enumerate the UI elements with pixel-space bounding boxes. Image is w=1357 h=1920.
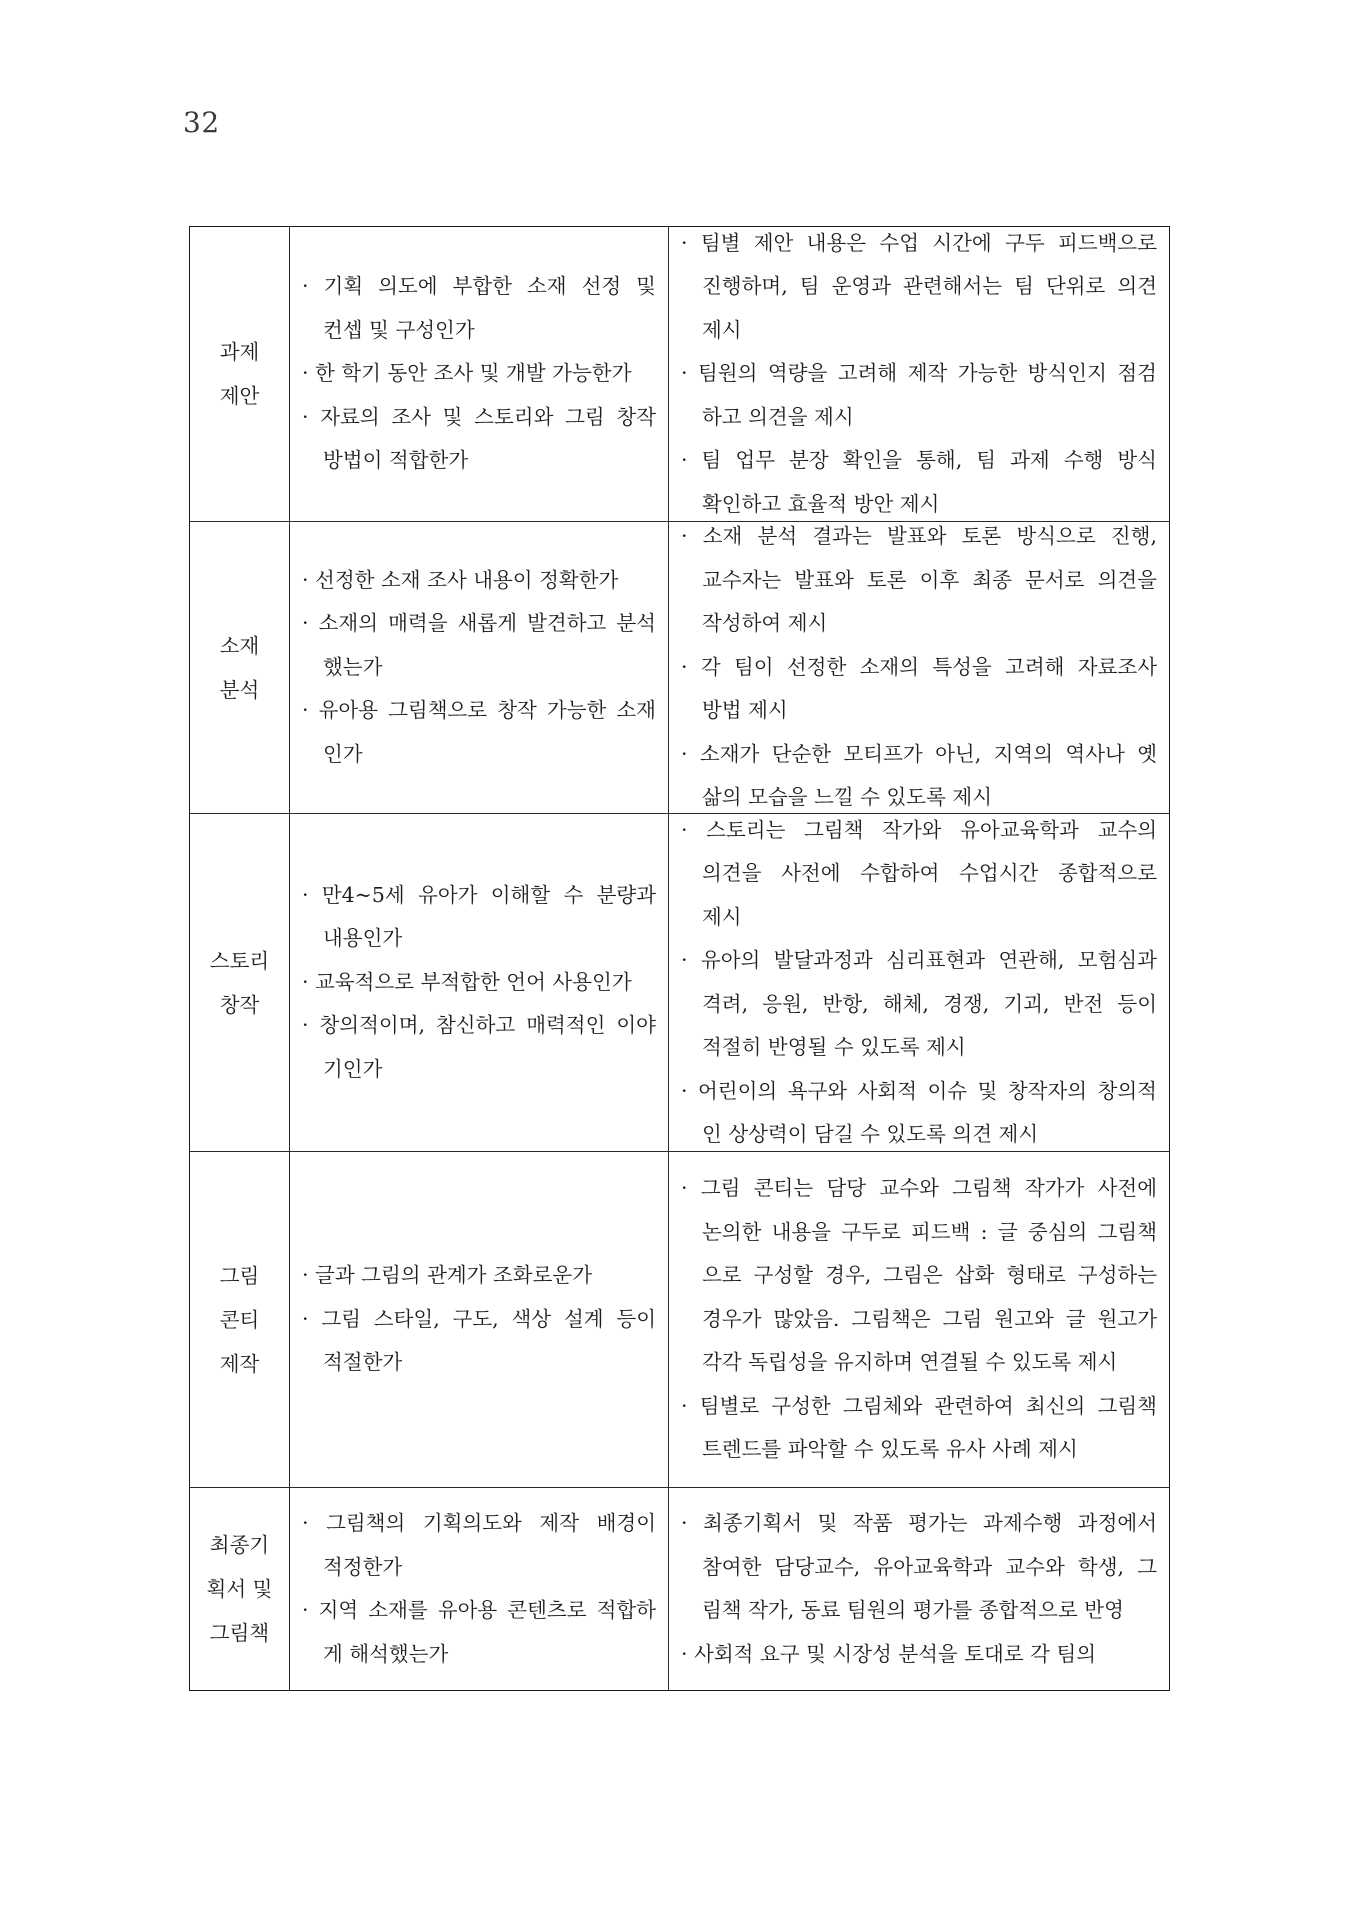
criteria-item-line: 인가 [323, 741, 363, 766]
feedback-item [681, 646, 1157, 733]
feedback-item-line: 제시 [702, 317, 742, 342]
criteria-item [302, 1502, 656, 1589]
feedback-item-line: 경우가 많았음. 그림책은 그림 원고와 글 원고가 [702, 1306, 1157, 1331]
criteria-item-line: · 교육적으로 부적합한 언어 사용인가 [302, 969, 632, 994]
feedback-item-line: · 소재가 단순한 모티프가 아닌, 지역의 역사나 옛 [681, 741, 1157, 766]
criteria-cell [290, 814, 669, 1152]
criteria-item-line: 컨셉 및 구성인가 [323, 317, 475, 342]
criteria-item [302, 352, 656, 396]
criteria-item [302, 689, 656, 776]
feedback-item-line: 작성하여 제시 [702, 611, 828, 636]
page-number: 32 [183, 106, 220, 139]
criteria-item-line: 게 해석했는가 [323, 1641, 449, 1666]
criteria-item-line: · 한 학기 동안 조사 및 개발 가능한가 [302, 361, 632, 386]
feedback-cell [669, 1488, 1169, 1690]
feedback-item-line: 각각 독립성을 유지하며 연결될 수 있도록 제시 [702, 1350, 1118, 1375]
feedback-item [681, 1070, 1157, 1157]
feedback-item-line: 인 상상력이 담길 수 있도록 의견 제시 [702, 1122, 1039, 1146]
stage-label-line: 최종기 [209, 1533, 270, 1557]
feedback-cell [669, 227, 1169, 522]
criteria-cell [290, 1488, 669, 1690]
feedback-item [681, 222, 1157, 353]
criteria-item [302, 1004, 656, 1091]
feedback-item-line: · 어린이의 욕구와 사회적 이슈 및 창작자의 창의적 [681, 1078, 1157, 1103]
feedback-item [681, 939, 1157, 1070]
feedback-item [681, 515, 1157, 646]
criteria-item-line: 적절한가 [323, 1350, 403, 1375]
criteria-item-line: 기인가 [323, 1056, 383, 1081]
criteria-item [302, 1298, 656, 1385]
feedback-item-line: 적절히 반영될 수 있도록 제시 [702, 1035, 966, 1059]
feedback-item-line: · 팀별 제안 내용은 수업 시간에 구두 피드백으로 [681, 230, 1157, 255]
feedback-item [681, 1385, 1157, 1472]
criteria-item-line: 했는가 [323, 654, 383, 679]
feedback-item-line: 트렌드를 파악할 수 있도록 유사 사례 제시 [702, 1437, 1078, 1462]
criteria-item-line: · 그림책의 기획의도와 제작 배경이 [302, 1511, 656, 1535]
criteria-item [302, 396, 656, 483]
criteria-item-line: 방법이 적합한가 [323, 448, 469, 473]
criteria-item-line: · 유아용 그림책으로 창작 가능한 소재 [302, 698, 656, 723]
criteria-item-line: · 지역 소재를 유아용 콘텐츠로 적합하 [302, 1598, 656, 1622]
feedback-item-line: 하고 의견을 제시 [702, 404, 854, 429]
criteria-item [302, 602, 656, 689]
feedback-item [681, 352, 1157, 439]
stage-label-line: 창작 [219, 992, 260, 1017]
feedback-item-line: · 소재 분석 결과는 발표와 토론 방식으로 진행, [681, 524, 1157, 549]
feedback-item-line: 의견을 사전에 수합하여 수업시간 종합적으로 [702, 861, 1157, 885]
feedback-item-line: · 최종기획서 및 작품 평가는 과제수행 과정에서 [681, 1511, 1157, 1535]
stage-label-line: 그림 [219, 1263, 260, 1288]
feedback-cell [669, 522, 1169, 814]
criteria-item [302, 559, 656, 603]
criteria-cell [290, 1152, 669, 1488]
criteria-item-line: · 그림 스타일, 구도, 색상 설계 등이 [302, 1306, 656, 1331]
feedback-item-line: · 그림 콘티는 담당 교수와 그림책 작가가 사전에 [681, 1176, 1157, 1201]
criteria-cell [290, 227, 669, 522]
criteria-item [302, 874, 656, 961]
stage-label-line: 콘티 [219, 1307, 260, 1332]
stage-label-line: 그림책 [209, 1621, 270, 1645]
feedback-cell [669, 814, 1169, 1152]
criteria-item-line: · 선정한 소재 조사 내용이 정확한가 [302, 567, 619, 592]
feedback-item-line: 논의한 내용을 구두로 피드백 : 글 중심의 그림책 [702, 1219, 1157, 1244]
criteria-item [302, 961, 656, 1005]
stage-cell [190, 1152, 290, 1488]
feedback-cell [669, 1152, 1169, 1488]
feedback-item-line: 으로 구성할 경우, 그림은 삽화 형태로 구성하는 [702, 1263, 1157, 1288]
feedback-item-line: 진행하며, 팀 운영과 관련해서는 팀 단위로 의견 [702, 274, 1157, 299]
stage-label-line: 분석 [219, 677, 260, 702]
feedback-item-line: 확인하고 효율적 방안 제시 [702, 491, 940, 516]
feedback-item [681, 439, 1157, 526]
criteria-cell [290, 522, 669, 814]
feedback-item [681, 733, 1157, 820]
feedback-item-line: 방법 제시 [702, 698, 788, 723]
feedback-item-line: · 팀 업무 분장 확인을 통해, 팀 과제 수행 방식 [681, 448, 1157, 473]
stage-cell [190, 814, 290, 1152]
stage-label-line: 제안 [219, 384, 260, 408]
feedback-item-line: 림책 작가, 동료 팀원의 평가를 종합적으로 반영 [702, 1598, 1124, 1622]
stage-label-line: 제작 [219, 1351, 260, 1376]
feedback-item-line: 삶의 모습을 느낄 수 있도록 제시 [702, 785, 993, 810]
criteria-item-line: · 기획 의도에 부합한 소재 선정 및 [302, 274, 656, 299]
feedback-item-line: · 팀별로 구성한 그림체와 관련하여 최신의 그림책 [681, 1393, 1157, 1418]
stage-label-line: 과제 [219, 340, 260, 364]
feedback-item-line: · 각 팀이 선정한 소재의 특성을 고려해 자료조사 [681, 654, 1157, 679]
evaluation-table [189, 226, 1170, 1691]
feedback-item-line: · 스토리는 그림책 작가와 유아교육학과 교수의 [681, 817, 1157, 842]
stage-label-line: 스토리 [209, 948, 270, 973]
criteria-item-line: 적정한가 [323, 1554, 403, 1579]
feedback-item [681, 1633, 1157, 1677]
criteria-item-line: · 소재의 매력을 새롭게 발견하고 분석 [302, 611, 656, 636]
feedback-item-line: · 유아의 발달과정과 심리표현과 연관해, 모험심과 [681, 948, 1157, 972]
criteria-item-line: · 자료의 조사 및 스토리와 그림 창작 [302, 404, 656, 429]
criteria-item [302, 1254, 656, 1298]
feedback-item [681, 809, 1157, 940]
feedback-item [681, 1502, 1157, 1633]
feedback-item-line: 격려, 응원, 반항, 해체, 경쟁, 기괴, 반전 등이 [702, 991, 1157, 1016]
feedback-item-line: · 사회적 요구 및 시장성 분석을 토대로 각 팀의 [681, 1641, 1097, 1666]
criteria-item-line: · 창의적이며, 참신하고 매력적인 이야 [302, 1013, 656, 1038]
criteria-item [302, 265, 656, 352]
stage-cell [190, 522, 290, 814]
stage-label-line: 획서 및 [206, 1577, 273, 1601]
feedback-item [681, 1167, 1157, 1385]
criteria-item-line: 내용인가 [323, 926, 403, 951]
feedback-item-line: 교수자는 발표와 토론 이후 최종 문서로 의견을 [702, 567, 1157, 592]
feedback-item-line: 제시 [702, 904, 742, 929]
stage-label-line: 소재 [219, 633, 260, 658]
criteria-item [302, 1589, 656, 1676]
feedback-item-line: · 팀원의 역량을 고려해 제작 가능한 방식인지 점검 [681, 361, 1157, 386]
criteria-item-line: · 글과 그림의 관계가 조화로운가 [302, 1263, 593, 1288]
stage-cell [190, 227, 290, 522]
stage-cell [190, 1488, 290, 1690]
feedback-item-line: 참여한 담당교수, 유아교육학과 교수와 학생, 그 [702, 1554, 1157, 1579]
criteria-item-line: · 만4~5세 유아가 이해할 수 분량과 [302, 882, 656, 907]
